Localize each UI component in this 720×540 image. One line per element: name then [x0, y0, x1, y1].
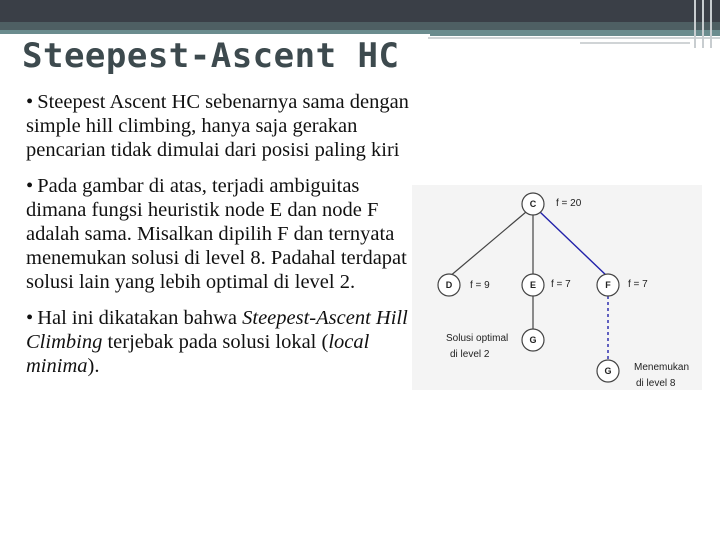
bullet-marker: • [26, 91, 34, 113]
decorative-line [428, 37, 720, 39]
node-g-level8 [597, 360, 619, 382]
bullet-item [26, 306, 416, 378]
header-bar-dark [0, 0, 720, 24]
bullet-text: Hal ini dikatakan bahwa [37, 307, 243, 329]
node-d-f: f = 9 [470, 280, 490, 291]
bullet-text: Steepest Ascent HC sebenarnya sama dengan simple hill climbing, hanya saja gerakan pencarian tidak dimulai dari posisi paling kiri [26, 91, 409, 161]
node-g-level8-label: G [604, 366, 612, 376]
bullet-marker: • [26, 175, 34, 197]
node-e-label: E [529, 280, 537, 290]
bullet-item [26, 174, 416, 294]
search-tree-diagram [412, 185, 702, 390]
bullet-text: Pada gambar di atas, terjadi ambiguitas dimana fungsi heuristik node E dan node F adalah sama. Misalkan dipilih F dan ternyata menemukan solusi di level 8. Padahal terdapat solusi lain yang lebih optimal di level 2. [26, 175, 407, 293]
edge-c-f [540, 212, 608, 277]
decorative-stripes [690, 0, 720, 48]
node-f-label: F [605, 280, 611, 290]
node-e [522, 274, 571, 296]
edge-c-d [449, 212, 526, 277]
node-e-f: f = 7 [551, 279, 571, 290]
bullet-marker: • [26, 307, 34, 329]
node-f-f: f = 7 [628, 279, 648, 290]
bullet-text-italic: local minima [26, 331, 370, 377]
node-d [438, 274, 490, 296]
bullet-text-italic: Steepest-Ascent Hill Climbing [26, 307, 408, 353]
note-found-line1: Menemukan [634, 362, 690, 373]
bullet-item [26, 90, 416, 162]
node-c [522, 193, 582, 215]
node-c-f: f = 20 [556, 198, 582, 209]
bullet-text: ). [87, 355, 100, 377]
note-optimal-line2: di level 2 [450, 349, 490, 360]
node-g-level2-label: G [529, 335, 537, 345]
node-d-label: D [445, 280, 453, 290]
decorative-line [580, 42, 690, 44]
note-optimal-line1: Solusi optimal [446, 333, 509, 344]
node-g-level2 [522, 329, 544, 351]
node-c-label: C [529, 199, 537, 209]
node-f [597, 274, 648, 296]
bullet-text: terjebak pada solusi lokal ( [102, 331, 329, 353]
tree-svg [412, 185, 702, 390]
note-found-line2: di level 8 [636, 378, 676, 389]
bullet-list [26, 90, 416, 390]
slide-title: Steepest-Ascent HC [22, 36, 400, 76]
